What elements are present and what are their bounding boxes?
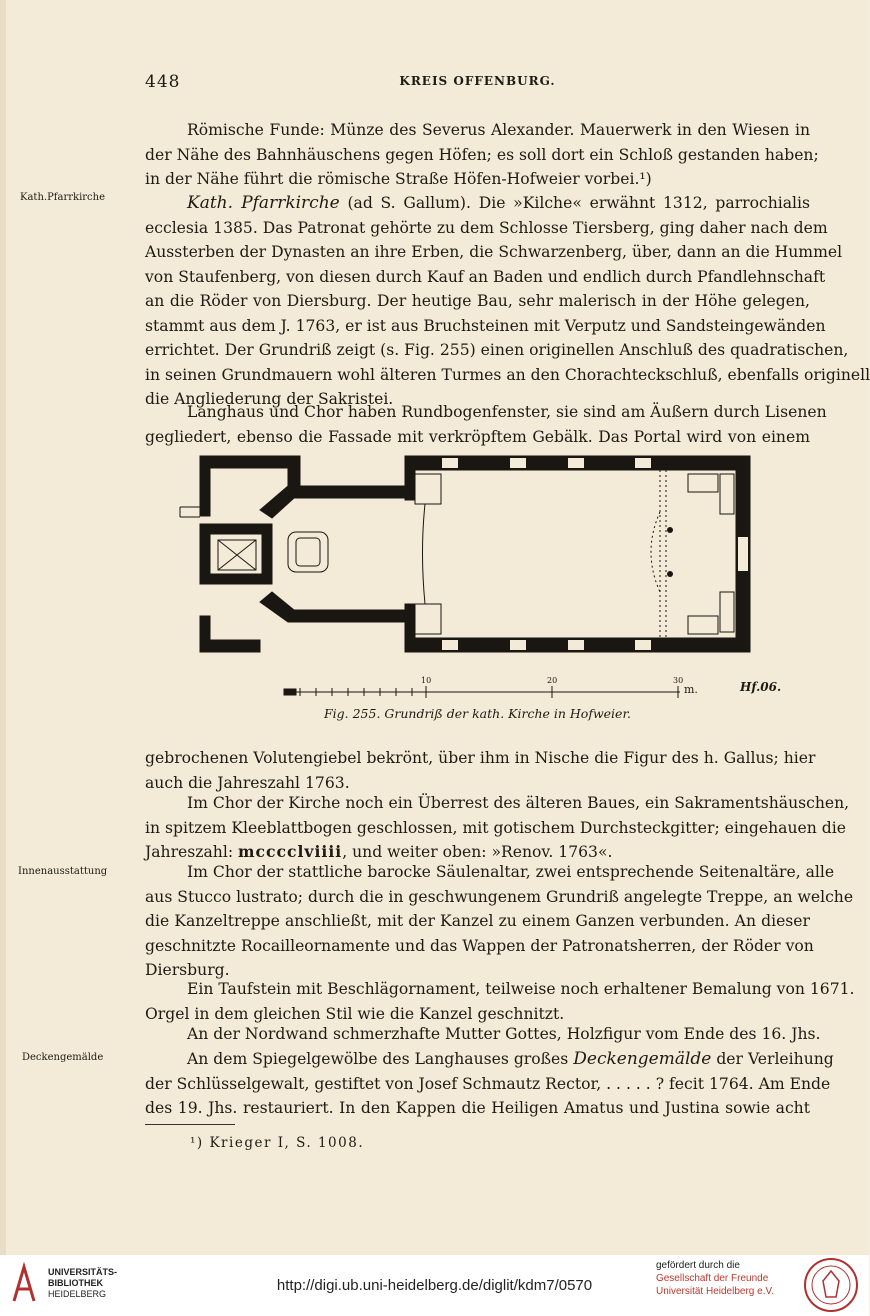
library-name-line: BIBLIOTHEK [48, 1278, 103, 1288]
text-line: aus Stucco lustrato; durch die in geschwungenem Grundriß angelegte Treppe, an welche [145, 887, 854, 906]
scale-bar [280, 678, 800, 702]
scale-label-30: 30 [673, 676, 684, 685]
draughtsman-signature: Hf.06. [740, 680, 782, 694]
text-line: in der Nähe führt die römische Straße Höfen-Hofweier vorbei.¹) [145, 170, 652, 188]
margin-note-pfarrkirche: Kath.Pfarrkirche [20, 192, 106, 203]
text-line: Im Chor der Kirche noch ein Überrest des älteren Baues, ein Sakramentshäuschen, [187, 794, 850, 812]
scale-label-20: 20 [547, 676, 558, 685]
text-line: gegliedert, ebenso die Fassade mit verkröpftem Gebälk. Das Portal wird von einem [145, 427, 810, 446]
paragraph-langhaus [145, 400, 827, 449]
text-line: die Kanzeltreppe anschließt, mit der Kanzel zu einem Ganzen verbunden. An dieser [145, 912, 810, 930]
text-line: die Angliederung der Sakristei. [145, 390, 394, 408]
text-line: geschnitzte Rocailleornamente und das Wappen der Patronatsherren, der Röder von [145, 936, 814, 955]
text-line: Aussterben der Dynasten an ihre Erben, die Schwarzenberg, über, dann an die Hummel [145, 243, 843, 261]
text-line: an die Röder von Diersburg. Der heutige Bau, sehr malerisch in der Höhe gelegen, [145, 292, 810, 310]
text-line: errichtet. Der Grundriß zeigt (s. Fig. 255) einen originellen Anschluß des quadratischen, [145, 341, 849, 359]
section-title-pfarrkirche: Kath. Pfarrkirche [187, 193, 340, 213]
library-name-line: HEIDELBERG [48, 1289, 107, 1299]
text-run: (ad S. Gallum). Die »Kilche« erwähnt 1312, parrochialis [339, 194, 811, 212]
text-line: der Nähe des Bahnhäuschens gegen Höfen; es soll dort ein Schloß gestanden haben; [145, 145, 819, 164]
sponsor-line: Gesellschaft der Freunde [655, 1273, 769, 1284]
text-line: Diersburg. [145, 961, 230, 979]
text-run: der Verleihung [711, 1050, 834, 1068]
text-line: Römische Funde: Münze des Severus Alexander. Mauerwerk in den Wiesen in [187, 121, 810, 139]
text-line: stammt aus dem J. 1763, er ist aus Bruchsteinen mit Verputz und Sandsteingewänden [145, 316, 826, 335]
text-line: Im Chor der stattliche barocke Säulenaltar, zwei entsprechende Seitenaltäre, alle [187, 863, 835, 881]
footnote-rule [145, 1124, 235, 1125]
text-line: des 19. Jhs. restauriert. In den Kappen die Heiligen Amatus und Justina sowie acht [145, 1099, 810, 1117]
margin-note-innenausstattung: Innenausstattung [18, 866, 108, 877]
gothic-date: mcccclviiii [238, 842, 343, 861]
sponsor-line: Universität Heidelberg e.V. [655, 1286, 774, 1297]
paragraph-innenausstattung [145, 860, 854, 983]
page-edge [0, 0, 6, 1255]
text-run: , und weiter oben: »Renov. 1763«. [342, 843, 613, 861]
paragraph-taufstein [145, 977, 855, 1026]
text-line: Ein Taufstein mit Beschlägornament, teilweise noch erhaltener Bemalung von 1671. [187, 980, 855, 998]
floor-plan-figure [180, 452, 780, 667]
text-line: von Staufenberg, von diesen durch Kauf an Baden und endlich durch Pfandlehnschaft [145, 267, 826, 286]
text-line: in spitzem Kleeblattbogen geschlossen, mit gotischem Durchsteckgitter; eingehauen die [145, 818, 846, 837]
text-line: auch die Jahreszahl 1763. [145, 773, 350, 792]
running-head: KREIS OFFENBURG. [399, 74, 556, 88]
page-number: 448 [145, 72, 181, 92]
text-line: gebrochenen Volutengiebel bekrönt, über ihm in Nische die Figur des h. Gallus; hier [145, 749, 816, 767]
digitization-footer [0, 1255, 869, 1316]
text-line: in seinen Grundmauern wohl älteren Turmes an den Chorachteckschluß, ebenfalls originell [145, 365, 870, 384]
figure-caption: Fig. 255. Grundriß der kath. Kirche in Hofweier. [323, 706, 632, 721]
section-title-deckengemaelde: Deckengemälde [573, 1049, 712, 1069]
footnote: ¹) Krieger I, S. 1008. [190, 1135, 365, 1151]
text-line: der Schlüsselgewalt, gestiftet von Josef Schmautz Rector, . . . . . ? fecit 1764. Am Ende [145, 1074, 831, 1093]
paragraph-deckengemaelde [145, 1047, 834, 1121]
permalink-url[interactable]: http://digi.ub.uni-heidelberg.de/diglit/kdm7/0570 [276, 1277, 593, 1294]
sponsor-intro: gefördert durch die [655, 1260, 740, 1271]
text-line: ecclesia 1385. Das Patronat gehörte zu dem Schlosse Tiersberg, ging daher nach dem [145, 218, 828, 237]
sponsor-block[interactable] [656, 1259, 774, 1298]
text-line: Orgel in dem gleichen Stil wie die Kanzel geschnitzt. [145, 1004, 565, 1023]
text-line: Langhaus und Chor haben Rundbogenfenster, sie sind am Äußern durch Lisenen [187, 403, 827, 421]
scale-label-10: 10 [421, 676, 432, 685]
paragraph-roemische-funde [145, 118, 819, 192]
text-run: An dem Spiegelgewölbe des Langhauses großes [187, 1050, 574, 1068]
text-line: An der Nordwand schmerzhafte Mutter Gottes, Holzfigur vom Ende des 16. Jhs. [187, 1025, 821, 1043]
paragraph-volutengiebel [145, 746, 816, 795]
paragraph-nordwand [145, 1022, 821, 1047]
page-header [145, 72, 810, 92]
text-line [145, 1047, 834, 1072]
text-line [145, 191, 810, 216]
scale-unit: m. [684, 683, 698, 696]
university-seal-icon [803, 1257, 859, 1313]
library-name-line: UNIVERSITÄTS- [48, 1267, 118, 1277]
margin-note-deckengemaelde: Deckengemälde [22, 1052, 104, 1063]
text-run: Jahreszahl: [145, 843, 239, 861]
paragraph-chor [145, 791, 850, 865]
